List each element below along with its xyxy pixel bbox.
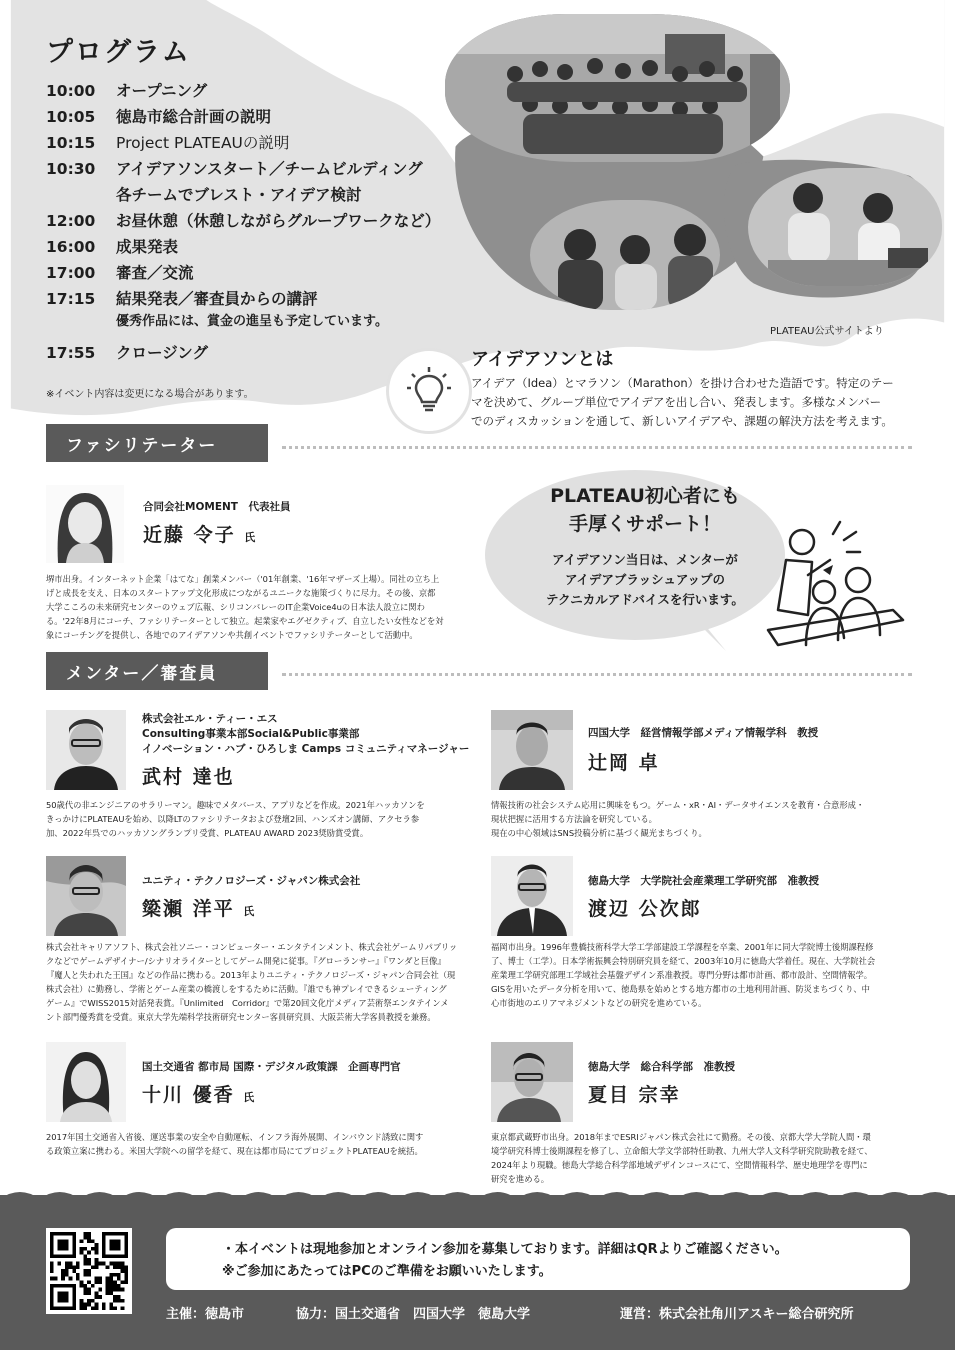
organizer-cooperation: 協力：国土交通省 四国大学 徳島大学 [296,1307,531,1322]
program-item: 16:00 成果発表 [46,238,179,256]
program-item: 17:00 審査／交流 [46,264,194,282]
mentor-affiliation: 徳島大学 大学院社会産業理工学研究部 准教授 [588,875,819,887]
idea-badge [386,348,472,434]
mentor-name: 渡辺 公次郎 [588,898,702,920]
support-heading: PLATEAU初心者にも 手厚くサポート！ [550,485,740,535]
mentoring-illustration-icon [758,520,908,655]
mentor-photo [46,856,126,936]
mentor-affiliation: 国土交通省 都市局 国際・デジタル政策課 企画専門官 [142,1061,401,1073]
organizer-host: 主催：徳島市 [166,1307,245,1322]
program-item: 17:55 クロージング [46,344,208,362]
mentor-photo [46,710,126,790]
mentor-bio: 情報技術の社会システム応用に興味をもつ。ゲーム・xR・AI・データサイエンスを教育・合意形成・ 現状把握に活用する方法論を研究している。 現在の中心領域はSNS投稿分析に基づく観光まちづくり。 [491,800,865,838]
ideathon-description: アイデア（Idea）とマラソン（Marathon）を掛け合わせた造語です。特定のテー マを決めて、グループ単位でアイデアを出し合い、発表します。多様なメンバー でのディスカッションを通して、新しいアイデアや、課題の解決方法を考えます。 [471,376,894,428]
event-photo-laptop [748,168,942,286]
mentor-bio: 50歳代の非エンジニアのサラリーマン。趣味でメタバース、アプリなどを作成。2021年ハッカソンを きっかけにPLATEAUを始め、以降LTのファシリテータおよび登壇2回、ハンズオン講師、アクセラ参 加、2022年呉でのハッカソングランプリ受賞、PLATEAU AWARD 2023奨励賞受賞。 [46,800,425,838]
qr-code-icon[interactable] [46,1228,132,1314]
mentor-bio: 東京都武蔵野市出身。2018年までESRIジャパン株式会社にて勤務。その後、京都大学大学院人間・環 境学研究科博士後期課程を修了し、立命館大学文学部特任助教、九州大学人文科学研究院助教を経て、 2024年より現職。徳島大学総合科学部地域デザインコースにて、空間情報科学、歴史地理学を専門に 研究を進める。 [491,1132,873,1184]
program-item: 10:05 徳島市総合計画の説明 [46,108,272,126]
facilitator-photo [46,485,124,563]
facilitator-heading: ファシリテーター [46,424,268,462]
footer-wave [0,1185,955,1205]
mentors-heading: メンター／審査員 [46,652,268,690]
mentor-photo [491,1042,573,1122]
program-item: 17:15 結果発表／審査員からの講評 優秀作品には、賞金の進呈も予定しています。 [46,290,388,329]
footer-note: ※ご参加にあたってはPCのご準備をお願いいたします。 [222,1264,552,1279]
footer-note: ・本イベントは現地参加とオンライン参加を募集しております。詳細はQRよりご確認ください。 [222,1242,788,1257]
mentor-name: 簗瀬 洋平 氏 [142,898,255,920]
mentor-bio: 株式会社キャリアソフト、株式会社ソニー・コンピューター・エンタテインメント、株式会社ゲームリパブリッ クなどでゲームデザイナー/シナリオライターとしてゲーム開発に従事。『グローランサー』『ワンダと巨像』 『魔人と失われた王国』などの作品に携わる。2013年よりユニティ・テクノロジーズ・ジャパン合同会社（現 株式会社）に勤務し、学術とゲーム産業の橋渡しをするために活動。『誰でも神プレイできるシューティング ゲーム』でWISS2015対話発表賞。『Unlimited Corridor』で第20回文化庁メディア芸術祭エンタテインメ ント部門優秀賞を受賞。東京大学先端科学技術研究センター客員研究員、大阪芸術大学客員教授を兼務。 [46,942,458,1022]
mentor-photo [491,856,573,936]
mentor-name: 武村 達也 [142,766,235,788]
facilitator-name: 近藤 令子 氏 [143,524,256,546]
mentor-photo [491,710,573,790]
bubble-tail [690,615,730,655]
photo-credit: PLATEAU公式サイトより [770,326,884,337]
lightbulb-icon [407,366,451,416]
program-item: 10:30 アイデアソンスタート／チームビルディング 各チームでブレスト・アイデア検討 [46,160,423,204]
support-text: アイデアソン当日は、メンターが アイデアブラッシュアップの テクニカルアドバイスを行います。 [546,552,744,607]
mentor-affiliation: ユニティ・テクノロジーズ・ジャパン株式会社 [142,875,361,887]
program-item: 10:15 Project PLATEAUの説明 [46,134,290,152]
facilitator-bio: 堺市出身。インターネット企業「はてな」創業メンバー（'01年創業、'16年マザーズ上場）。同社の立ち上 げと成長を支え、日本のスタートアップ文化形成につながるユニークな施策づくりに尽力。その後、京都 大学こころの未来研究センターのウェブ広報、シリコンバレーのIT企業Voice4uの日本法人設立に関わ る。'22年8月にコーチ、ファシリテーターとして独立。起業家やエグゼクティブ、自立したい女性などを対 象にコーチングを提供し、各地でのアイデアソンや共創イベントでファシリテーターとして活動中。 [46,574,444,640]
ideathon-title: アイデアソンとは [471,349,614,370]
mentor-affiliation: 徳島大学 総合科学部 准教授 [588,1061,735,1073]
program-item: 10:00 オープニング [46,82,208,100]
event-photo-discussion [530,200,720,310]
section-divider [282,446,912,449]
mentor-affiliation: 株式会社エル・ティー・エス Consulting事業本部Social&Public事業部 イノベーション・ハブ・ひろしま Camps コミュニティマネージャー [142,713,470,755]
mentor-bio: 福岡市出身。1996年豊橋技術科学大学工学部建設工学課程を卒業、2001年に同大学院博士後期課程修 了、博士（工学）。日本学術振興会特別研究員を経て、2003年10月に徳島大学着任。現在、大学院社会 産業理工学研究部理工学域社会基盤デザイン系准教授。専門分野は都市計画、都市設計、空間情報学。 GISを用いたデータ分析を用いて、徳島県を始めとする地方都市の土地利用計画、防災まちづくり、中 心市街地のエリアマネジメントなどの研究を進めている。 [491,942,876,1008]
program-list [46,78,506,366]
mentor-bio: 2017年国土交通省入省後、運送事業の安全や自動運転、インフラ海外展開、インバウンド誘致に関す る政策立案に携わる。米国大学院への留学を経て、現在は都市局にてプロジェクトPLATEAUを統括。 [46,1132,424,1156]
program-item: 12:00 お昼休憩（休憩しながらグループワークなど） [46,212,441,230]
mentor-name: 辻岡 卓 [588,752,660,774]
program-title: プログラム [46,37,191,68]
program-note: ※イベント内容は変更になる場合があります。 [46,389,254,400]
mentor-name: 十川 優香 氏 [142,1084,255,1106]
facilitator-affiliation: 合同会社MOMENT 代表社員 [143,501,291,513]
mentor-affiliation: 四国大学 経営情報学部メディア情報学科 教授 [588,727,819,739]
mentor-photo [46,1042,126,1122]
organizer-operator: 運営：株式会社角川アスキー総合研究所 [620,1307,854,1322]
mentor-name: 夏目 宗幸 [588,1084,681,1106]
section-divider [282,673,912,676]
